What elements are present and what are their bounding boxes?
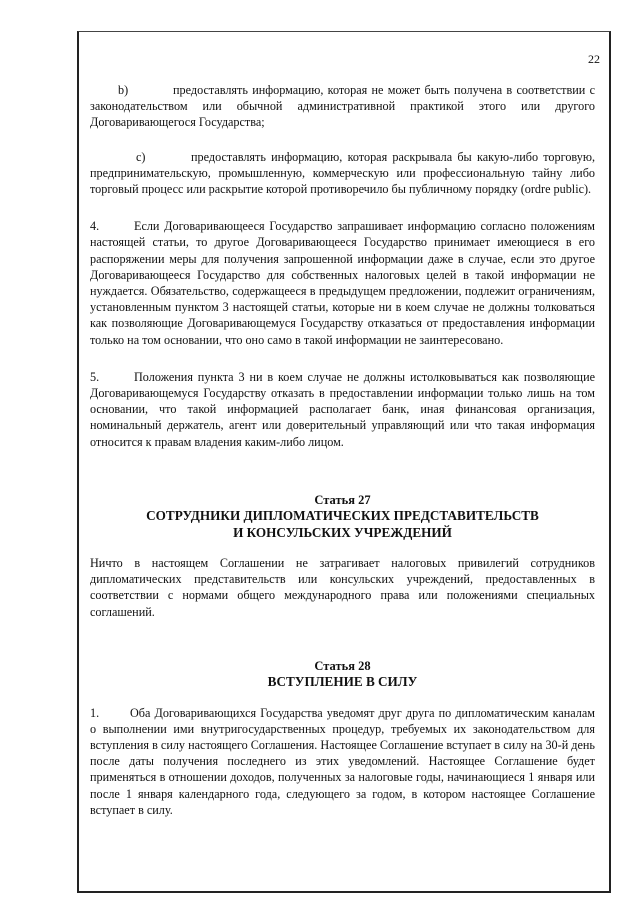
document-body (90, 82, 595, 818)
paragraph-label: 5. (90, 369, 100, 384)
article-27-text: Ничто в настоящем Соглашении не затрагивает налоговых привилегий сотрудников дипломатических представительств или консульских учреждений, предоставленных в соответствии с нормами общего международного права или положениями специальных соглашений. (90, 556, 595, 619)
subparagraph-b (90, 82, 595, 131)
article-number: Статья 28 (314, 658, 371, 673)
article-title-line-1: СОТРУДНИКИ ДИПЛОМАТИЧЕСКИХ ПРЕДСТАВИТЕЛЬСТВ (146, 508, 539, 524)
article-title: ВСТУПЛЕНИЕ В СИЛУ (267, 674, 418, 690)
subparagraph-label: c) (136, 149, 146, 164)
paragraph-text: Оба Договаривающихся Государства уведомят друг друга по дипломатическим каналам о выполнении ими внутригосударственных процедур, требуемых их законодательством для вступления в силу настоящего Соглашения. Настоящее Соглашение вступает в силу на 30-й день после даты получения последнего из этих уведомлений. Настоящее Соглашение будет применяться в отношении доходов, полученных за налоговые годы, начинающиеся 1 января или после 1 января календарного года, следующего за годом, в котором настоящее Соглашение вступает в силу. (90, 705, 595, 817)
subparagraph-text: предоставлять информацию, которая не может быть получена в соответствии с законодательством или обычной административной практикой этого или другого Договаривающегося Государства; (90, 83, 595, 130)
paragraph-label: 1. (90, 705, 100, 720)
paragraph-label: 4. (90, 219, 100, 234)
article-title-line-2: И КОНСУЛЬСКИХ УЧРЕЖДЕНИЙ (233, 524, 452, 540)
subparagraph-label: b) (118, 83, 129, 97)
paragraph-4 (90, 218, 595, 348)
article-28-heading (90, 658, 595, 691)
article-27-heading (90, 492, 595, 541)
page-number: 22 (588, 52, 600, 66)
subparagraph-text: предоставлять информацию, которая раскрывала бы какую-либо торговую, предпринимательскую, промышленную, коммерческую или профессиональную тайну либо торговый процесс или раскрытие которой противоречило бы публичному порядку (ordre public). (90, 149, 595, 197)
article-number: Статья 27 (314, 492, 371, 507)
paragraph-text: Если Договаривающееся Государство запрашивает информацию согласно положениям настоящей статьи, то другое Договаривающееся Государство принимает имеющиеся в его распоряжении меры для получения запрошенной информации даже в случае, если это другое Договаривающееся Государство для собственных налоговых целей в такой информации не нуждается. Обязательство, содержащееся в предыдущем предложении, подлежит ограничениям, установленным пунктом 3 настоящей статьи, которые ни в коем случае не должны толковаться как позволяющие Договаривающемуся Государству отказаться от предоставления информации только на том основании, что оно само в такой информации не заинтересовано. (90, 219, 595, 347)
paragraph-5 (90, 369, 595, 450)
paragraph-text: Положения пункта 3 ни в коем случае не должны истолковываться как позволяющие Договаривающемуся Государству отказать в предоставлении информации только лишь на том основании, что такой информацией располагает банк, иная финансовая организация, номинальный держатель, агент или доверительный управляющий или что такая информация относится к правам владения каким-либо лицом. (90, 369, 595, 449)
subparagraph-c (90, 149, 595, 198)
article-28-paragraph-1 (90, 705, 595, 818)
